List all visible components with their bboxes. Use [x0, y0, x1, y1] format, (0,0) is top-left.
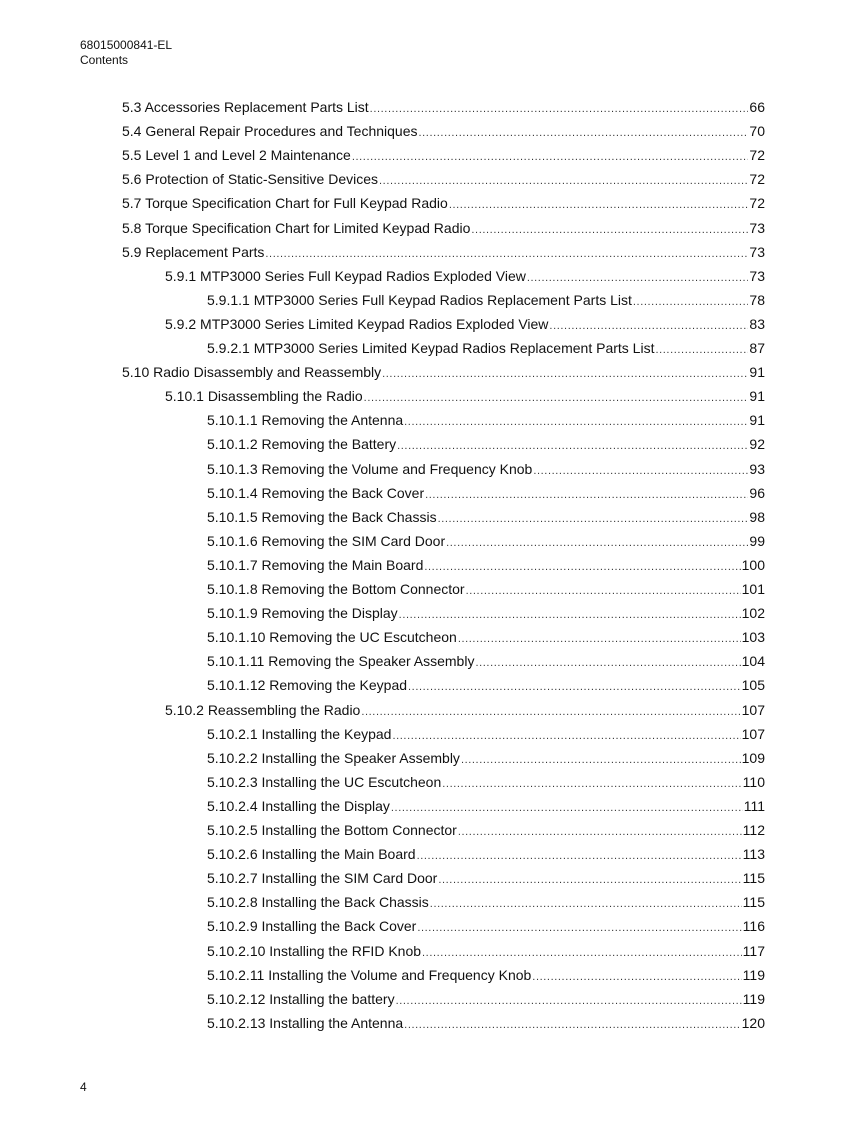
dot-leader — [399, 603, 741, 627]
toc-entry-page: 117 — [742, 942, 765, 959]
dot-leader — [422, 941, 742, 965]
toc-entry-title: 5.8 Torque Specification Chart for Limited Keypad Radio — [122, 219, 471, 236]
toc-entry-title: 5.10.1.4 Removing the Back Cover — [207, 484, 425, 501]
dot-leader — [382, 362, 748, 386]
toc-entry-title: 5.10.1.6 Removing the SIM Card Door — [207, 532, 446, 549]
dot-leader — [475, 651, 740, 675]
toc-entry-page: 102 — [741, 605, 765, 622]
toc-entry-page: 105 — [741, 677, 765, 694]
toc-entry[interactable] — [207, 601, 765, 625]
toc-entry-page: 100 — [741, 556, 765, 573]
toc-entry[interactable] — [207, 673, 765, 697]
toc-entry-title: 5.10.2.11 Installing the Volume and Frequency Knob — [207, 966, 532, 983]
toc-entry-page: 116 — [742, 918, 765, 935]
toc-entry-title: 5.10.2.3 Installing the UC Escutcheon — [207, 773, 442, 790]
toc-entry-title: 5.10.2 Reassembling the Radio — [165, 701, 361, 718]
toc-entry[interactable] — [165, 312, 765, 336]
toc-entry-page: 93 — [749, 460, 765, 477]
toc-entry-title: 5.10.2.6 Installing the Main Board — [207, 846, 416, 863]
toc-entry-title: 5.5 Level 1 and Level 2 Maintenance — [122, 147, 351, 164]
dot-leader — [352, 145, 749, 169]
toc-entry-title: 5.10.2.1 Installing the Keypad — [207, 725, 392, 742]
toc-entry-page: 91 — [749, 388, 765, 405]
toc-entry[interactable] — [207, 866, 765, 890]
dot-leader — [392, 724, 740, 748]
dot-leader — [533, 459, 748, 483]
toc-entry[interactable] — [122, 119, 765, 143]
toc-entry-title: 5.10.1.7 Removing the Main Board — [207, 556, 424, 573]
toc-entry[interactable] — [207, 818, 765, 842]
toc-entry[interactable] — [207, 963, 765, 987]
toc-entry-page: 72 — [749, 171, 765, 188]
toc-entry-title: 5.10.2.9 Installing the Back Cover — [207, 918, 417, 935]
toc-entry-page: 96 — [749, 484, 765, 501]
toc-entry-page: 119 — [742, 990, 765, 1007]
toc-entry-page: 98 — [749, 508, 765, 525]
toc-entry-page: 73 — [749, 219, 765, 236]
toc-entry-title: 5.6 Protection of Static-Sensitive Devices — [122, 171, 379, 188]
toc-entry-title: 5.10.1.10 Removing the UC Escutcheon — [207, 629, 457, 646]
toc-entry-page: 73 — [749, 267, 765, 284]
toc-entry[interactable] — [207, 649, 765, 673]
toc-entry[interactable] — [207, 842, 765, 866]
dot-leader — [466, 579, 741, 603]
toc-entry-page: 104 — [741, 653, 765, 670]
toc-entry-page: 115 — [742, 894, 765, 911]
toc-entry-page: 101 — [741, 581, 765, 597]
toc-entry-title: 5.7 Torque Specification Chart for Full Keypad Radio — [122, 195, 448, 212]
toc-entry-title: 5.10.1.5 Removing the Back Chassis — [207, 508, 437, 525]
toc-entry-page: 113 — [742, 846, 765, 863]
toc-entry[interactable] — [207, 1011, 765, 1035]
dot-leader — [418, 121, 748, 145]
toc-entry-title: 5.9.2.1 MTP3000 Series Limited Keypad Radios Replacement Parts List — [207, 340, 655, 356]
toc-entry[interactable] — [207, 432, 765, 456]
toc-entry-title: 5.10.2.7 Installing the SIM Card Door — [207, 870, 438, 887]
toc-entry-page: 119 — [742, 966, 765, 983]
dot-leader — [361, 700, 740, 724]
toc-entry-title: 5.10.1.1 Removing the Antenna — [207, 412, 404, 429]
dot-leader — [391, 796, 743, 820]
page-header — [80, 38, 172, 68]
toc-entry-title: 5.10 Radio Disassembly and Reassembly — [122, 364, 382, 381]
dot-leader — [633, 290, 749, 314]
toc-entry-title: 5.10.1.11 Removing the Speaker Assembly — [207, 653, 475, 670]
toc-entry[interactable] — [207, 914, 765, 938]
dot-leader — [458, 820, 742, 844]
toc-entry[interactable] — [122, 143, 765, 167]
dot-leader — [532, 965, 741, 989]
toc-entry-title: 5.10.2.13 Installing the Antenna — [207, 1014, 404, 1031]
toc-entry-page: 70 — [749, 123, 765, 140]
toc-entry-page: 91 — [749, 412, 765, 429]
toc-entry[interactable] — [122, 216, 765, 240]
toc-entry-title: 5.10.2.12 Installing the battery — [207, 990, 395, 1007]
dot-leader — [471, 218, 748, 242]
toc-entry-title: 5.10.2.8 Installing the Back Chassis — [207, 894, 429, 911]
toc-entry[interactable] — [207, 288, 765, 312]
dot-leader — [446, 531, 748, 555]
toc-entry-title: 5.10.1.9 Removing the Display — [207, 605, 398, 622]
dot-leader — [404, 410, 748, 434]
dot-leader — [404, 1013, 740, 1037]
toc-entry[interactable] — [122, 360, 765, 384]
toc-entry[interactable] — [122, 95, 765, 119]
dot-leader — [424, 555, 740, 579]
toc-entry-title: 5.10.1.3 Removing the Volume and Frequency Knob — [207, 460, 533, 477]
toc-entry-page: 66 — [749, 99, 765, 115]
toc-entry-page: 110 — [742, 773, 765, 790]
dot-leader — [265, 242, 748, 266]
section-title: Contents — [80, 53, 129, 67]
toc-entry-page: 107 — [741, 725, 765, 742]
toc-entry-title: 5.9.1 MTP3000 Series Full Keypad Radios Exploded View — [165, 267, 526, 284]
toc-entry[interactable] — [207, 746, 765, 770]
toc-entry-title: 5.9.1.1 MTP3000 Series Full Keypad Radios Replacement Parts List — [207, 291, 632, 308]
toc-entry-title: 5.4 General Repair Procedures and Techniques — [122, 123, 418, 140]
toc-entry[interactable] — [207, 987, 765, 1011]
page-number: 4 — [80, 1080, 87, 1094]
toc-entry[interactable] — [165, 698, 765, 722]
dot-leader — [408, 675, 741, 699]
dot-leader — [417, 916, 741, 940]
toc-entry[interactable] — [122, 240, 765, 264]
toc-entry-page: 73 — [749, 243, 765, 260]
dot-leader — [527, 266, 749, 290]
toc-entry[interactable] — [207, 457, 765, 481]
toc-entry-page: 87 — [749, 340, 765, 356]
toc-entry[interactable] — [207, 890, 765, 914]
toc-entry[interactable] — [122, 167, 765, 191]
toc-entry-title: 5.9 Replacement Parts — [122, 243, 265, 260]
dot-leader — [458, 627, 741, 651]
toc-entry-title: 5.10.1.8 Removing the Bottom Connector — [207, 581, 465, 597]
toc-entry-page: 92 — [749, 436, 765, 453]
dot-leader — [417, 844, 742, 868]
toc-entry-page: 120 — [741, 1014, 765, 1031]
toc-entry-page: 72 — [749, 147, 765, 164]
toc-entry[interactable] — [207, 529, 765, 553]
toc-entry-page: 115 — [742, 870, 765, 887]
toc-entry-title: 5.10.2.10 Installing the RFID Knob — [207, 942, 422, 959]
toc-entry-page: 111 — [743, 797, 765, 814]
toc-entry-title: 5.3 Accessories Replacement Parts List — [122, 99, 369, 115]
toc-entry-page: 107 — [741, 701, 765, 718]
toc-entry-title: 5.10.2.5 Installing the Bottom Connector — [207, 822, 457, 838]
dot-leader — [425, 483, 748, 507]
toc-entry-page: 109 — [741, 749, 765, 766]
toc-entry[interactable] — [207, 336, 765, 360]
dot-leader — [370, 97, 749, 121]
dot-leader — [442, 772, 741, 796]
dot-leader — [379, 169, 748, 193]
toc-entry-page: 112 — [742, 822, 765, 838]
toc-entry[interactable] — [207, 625, 765, 649]
dot-leader — [430, 892, 742, 916]
dot-leader — [438, 507, 749, 531]
dot-leader — [396, 989, 742, 1013]
dot-leader — [449, 193, 749, 217]
toc-entry-title: 5.10.1.12 Removing the Keypad — [207, 677, 408, 694]
toc-entry-page: 91 — [749, 364, 765, 381]
toc-entry[interactable] — [207, 553, 765, 577]
dot-leader — [438, 868, 741, 892]
toc-entry-title: 5.10.1.2 Removing the Battery — [207, 436, 397, 453]
toc-entry[interactable] — [122, 191, 765, 215]
toc-entry-title: 5.9.2 MTP3000 Series Limited Keypad Radios Exploded View — [165, 315, 549, 332]
toc-entry[interactable] — [207, 505, 765, 529]
toc-entry[interactable] — [207, 770, 765, 794]
toc-entry[interactable] — [165, 264, 765, 288]
toc-entry[interactable] — [207, 408, 765, 432]
toc-entry[interactable] — [207, 577, 765, 601]
dot-leader — [655, 338, 748, 362]
toc-entry[interactable] — [207, 794, 765, 818]
toc-entry-page: 99 — [749, 532, 765, 549]
toc-entry[interactable] — [207, 722, 765, 746]
dot-leader — [461, 748, 741, 772]
document-id: 68015000841-EL — [80, 38, 173, 52]
dot-leader — [549, 314, 748, 338]
dot-leader — [364, 386, 749, 410]
toc-entry[interactable] — [207, 481, 765, 505]
toc-entry-page: 103 — [741, 629, 765, 646]
toc-entry[interactable] — [165, 384, 765, 408]
toc-entry-page: 83 — [749, 315, 765, 332]
dot-leader — [397, 434, 748, 458]
toc-entry[interactable] — [207, 939, 765, 963]
toc-entry-title: 5.10.1 Disassembling the Radio — [165, 388, 363, 405]
toc-entry-page: 78 — [749, 291, 765, 308]
toc-entry-page: 72 — [749, 195, 765, 212]
toc-entry-title: 5.10.2.4 Installing the Display — [207, 797, 390, 814]
toc-entry-title: 5.10.2.2 Installing the Speaker Assembly — [207, 749, 460, 766]
